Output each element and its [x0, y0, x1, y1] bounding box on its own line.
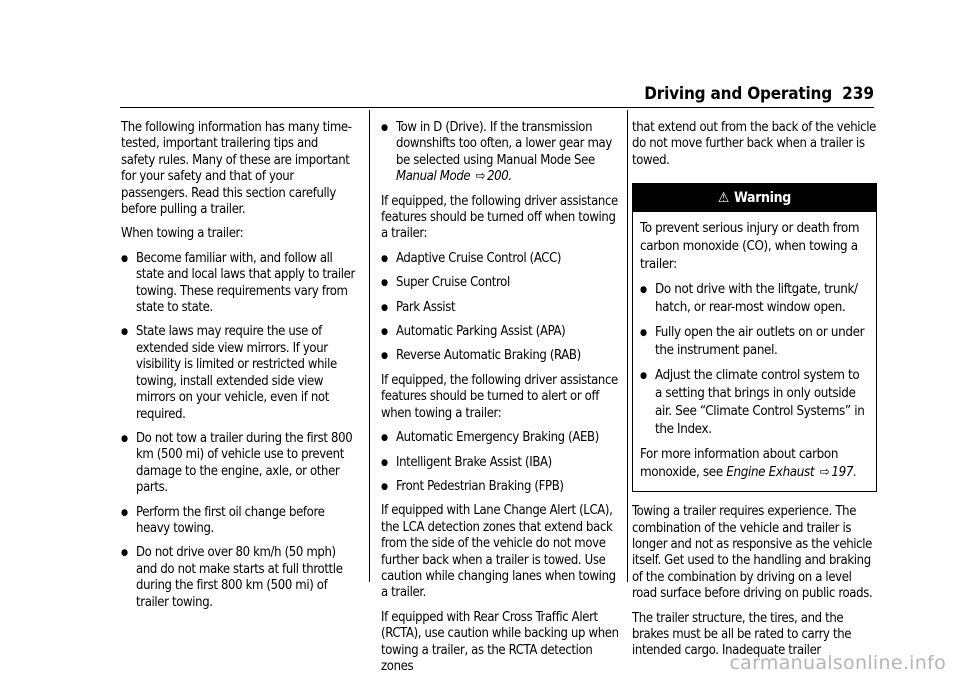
- warning-more-text: For more information about carbon monoxide, see: [640, 447, 839, 481]
- list-item: ● Fully open the air outlets on or under the instrument panel.: [640, 324, 869, 360]
- list-item: ● Perform the first oil change before heavy towing.: [121, 505, 355, 538]
- list-item: ● Front Pedestrian Braking (FPB): [381, 479, 621, 495]
- watermark: carmanualsonline.info: [729, 652, 946, 674]
- warning-list: [640, 281, 869, 439]
- tow-drive-text: Tow in D (Drive). If the transmission downshifts too often, a lower gear may be selected using Manual Mode See: [396, 120, 612, 168]
- warning-icon: ⚠: [718, 190, 729, 207]
- assist-alert-list: [381, 430, 621, 495]
- warning-title: Warning: [734, 190, 791, 207]
- assist-off-list: [381, 251, 621, 365]
- list-item: ● Become familiar with, and follow all state and local laws that apply to trailer towing. These requirements vary from state to state.: [121, 251, 355, 317]
- column-1: [121, 120, 355, 619]
- list-item: ● Tow in D (Drive). If the transmission downshifts too often, a lower gear may be selected using Manual Mode See Manual Mode ⇨ 200.: [381, 120, 621, 186]
- list-item: ● Park Assist: [381, 300, 621, 316]
- list-item: ● State laws may require the use of extended side view mirrors. If your visibility is limited or restricted while towing, install extended side view mirrors on your vehicle, even if not required.: [121, 324, 355, 422]
- list-item: ● Do not drive over 80 km/h (50 mph) and do not make starts at full throttle during the first 800 km (500 mi) of trailer towing.: [121, 545, 355, 611]
- manual-mode-link[interactable]: [396, 169, 508, 184]
- towing-lead: When towing a trailer:: [121, 226, 244, 242]
- list-item: ● Reverse Automatic Braking (RAB): [381, 348, 621, 364]
- experience-paragraph: Towing a trailer requires experience. The combination of the vehicle and trailer is longer and not as responsive as the vehicle itself. Get used to the handling and braking of the combination by driving on a level road surface before driving on public roads.: [632, 504, 873, 602]
- intro-paragraph: The following information has many time-tested, important trailering tips and safety rules. Many of these are important for your safety and that of your passengers. Read this section carefully before pulling a trailer.: [121, 120, 352, 218]
- towing-tips-list: [121, 251, 355, 611]
- page-ref-icon: ⇨: [819, 465, 830, 481]
- assist-off-lead: If equipped, the following driver assistance features should be turned off when towing a trailer:: [381, 193, 618, 242]
- engine-exhaust-page: 197: [831, 465, 854, 481]
- list-item: ● Automatic Emergency Braking (AEB): [381, 430, 621, 446]
- page-header: [0, 84, 960, 110]
- manual-mode-page: 200: [487, 169, 509, 185]
- column-divider-1: [369, 110, 370, 582]
- list-item: ● Adaptive Cruise Control (ACC): [381, 251, 621, 267]
- page-ref-icon: ⇨: [475, 169, 486, 185]
- list-item: ● Super Cruise Control: [381, 275, 621, 291]
- list-item: ● Automatic Parking Assist (APA): [381, 324, 621, 340]
- engine-exhaust-ref: Engine Exhaust: [726, 465, 815, 481]
- section-title: Driving and Operating: [644, 84, 832, 104]
- tow-drive-list: [381, 120, 621, 186]
- list-item: ● Adjust the climate control system to a setting that brings in only outside air. See “Climate Control Systems” in the Index.: [640, 367, 869, 439]
- manual-mode-ref: Manual Mode: [396, 169, 471, 185]
- warning-more-info: For more information about carbon monoxide, see Engine Exhaust ⇨ 197.: [640, 447, 857, 481]
- list-item: ● Intelligent Brake Assist (IBA): [381, 455, 621, 471]
- column-2: [381, 120, 621, 683]
- warning-header: [633, 184, 876, 212]
- engine-exhaust-link[interactable]: [726, 465, 853, 480]
- rcta-paragraph: If equipped with Rear Cross Traffic Alert (RCTA), use caution while backing up when towing a trailer, as the RCTA detection zones: [381, 609, 619, 674]
- lca-paragraph: If equipped with Lane Change Alert (LCA), the LCA detection zones that extend back from the side of the vehicle do not move further back when a trailer is towed. Use caution while changing lanes when towing a trailer.: [381, 503, 616, 601]
- page-number: 239: [842, 84, 874, 104]
- continuation-paragraph: that extend out from the back of the vehicle do not move further back when a trailer is towed.: [632, 120, 877, 168]
- trailer-structure-paragraph: The trailer structure, the tires, and the brakes must be all be rated to carry the intended cargo. Inadequate trailer: [632, 610, 852, 659]
- assist-alert-lead: If equipped, the following driver assistance features should be turned to alert or off when towing a trailer:: [381, 372, 618, 421]
- list-item: ● Do not drive with the liftgate, trunk/ hatch, or rear-most window open.: [640, 281, 869, 317]
- warning-text: To prevent serious injury or death from carbon monoxide (CO), when towing a trailer:: [640, 221, 860, 273]
- header-rule: [120, 107, 874, 108]
- list-item: ● Do not tow a trailer during the first 800 km (500 mi) of vehicle use to prevent damage to the engine, axle, or other parts.: [121, 431, 355, 497]
- warning-body: [633, 212, 876, 491]
- column-divider-2: [627, 110, 628, 582]
- column-3: [632, 120, 877, 668]
- warning-box: [632, 183, 877, 492]
